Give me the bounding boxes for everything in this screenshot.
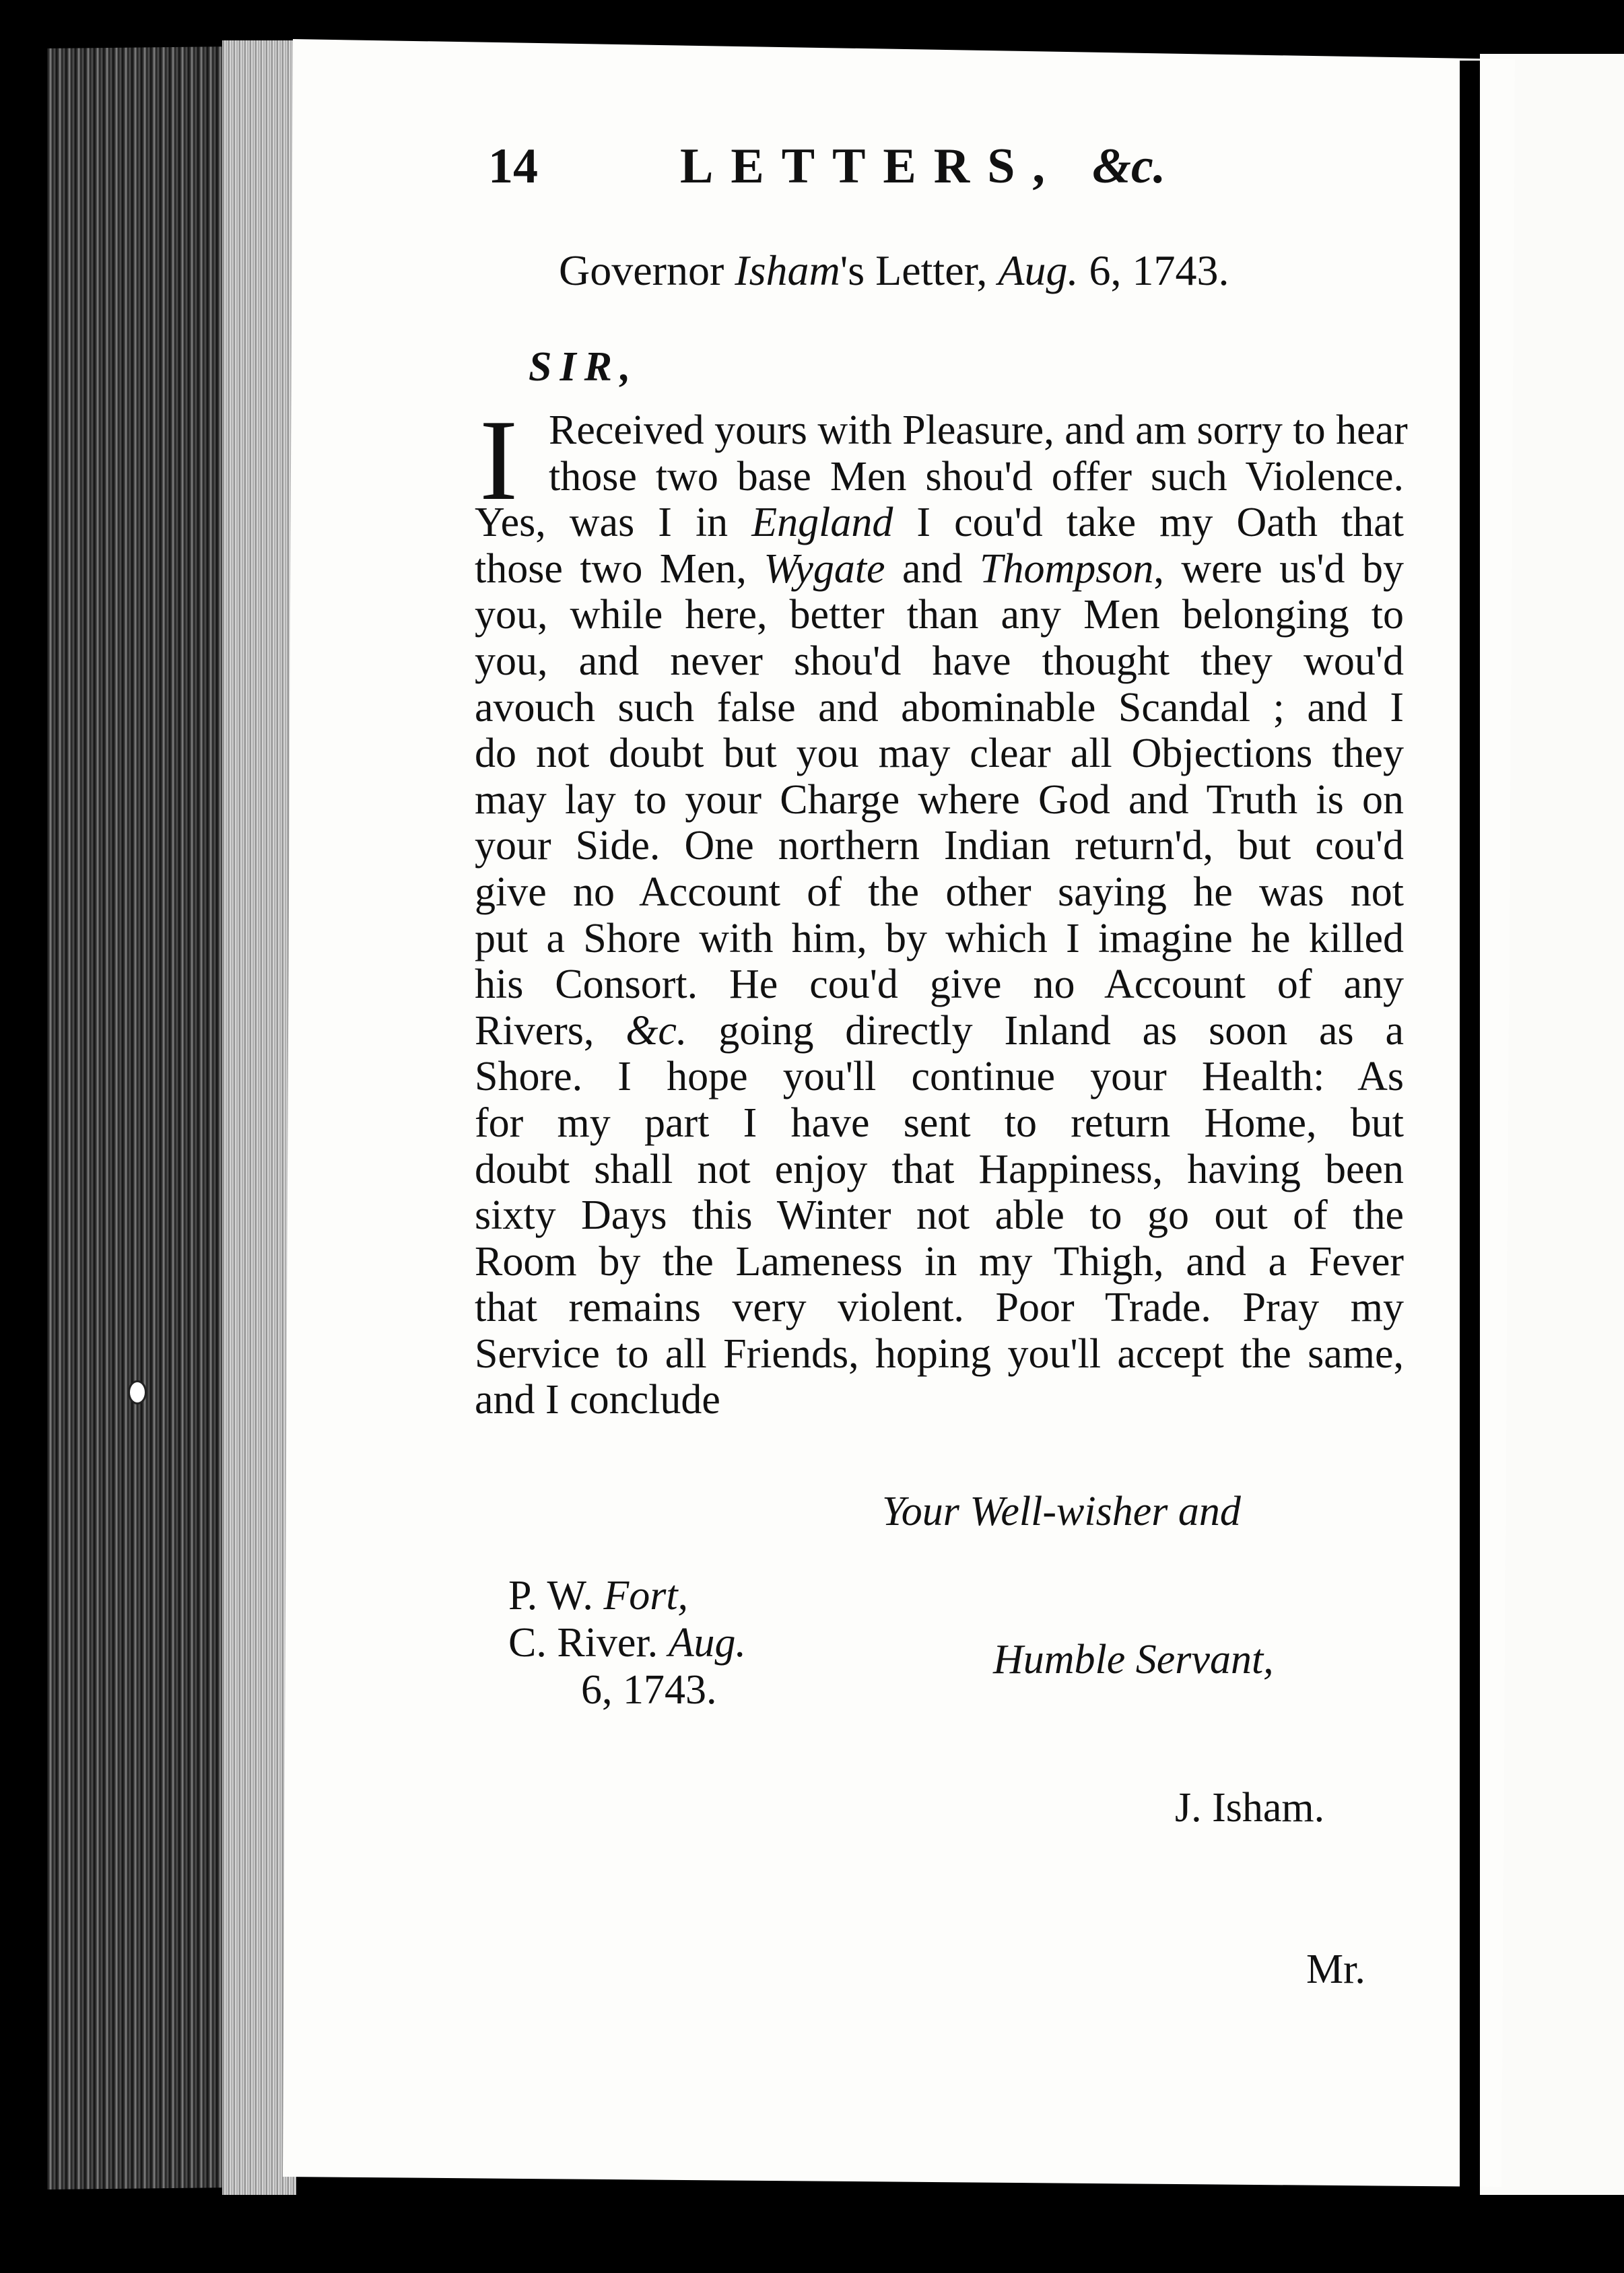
body-line: his Consort. He cou'd give no Account of any — [475, 961, 1404, 1008]
salutation: SIR, — [529, 344, 639, 390]
body-line: you, while here, better than any Men belonging to — [475, 592, 1404, 638]
body-line: avouch such false and abominable Scandal ; and I — [475, 684, 1404, 731]
heading-month: Aug. — [998, 246, 1079, 294]
closing-line-1: Your Well-wisher and — [882, 1489, 1241, 1534]
body-line: and I conclude — [475, 1377, 720, 1423]
body-line: Rivers, &c. going directly Inland as soon as a — [475, 1007, 1404, 1054]
heading-date: 6, 1743. — [1089, 246, 1229, 294]
body-line: put a Shore with him, by which I imagine he killed — [475, 915, 1404, 961]
catchword: Mr. — [1306, 1946, 1365, 1992]
signature: J. Isham. — [1175, 1785, 1325, 1831]
heading-prefix: Governor — [559, 246, 724, 294]
body-line: may lay to your Charge where God and Truth is on — [475, 776, 1404, 823]
letter-body — [475, 407, 1408, 1423]
running-title — [680, 138, 1165, 195]
letter-heading — [559, 246, 1229, 296]
body-line: sixty Days this Winter not able to go out of the — [475, 1192, 1404, 1239]
drop-cap: I — [479, 397, 518, 524]
page-number: 14 — [488, 139, 538, 194]
body-line: you, and never shou'd have thought they wou'd — [475, 638, 1404, 684]
body-line: those two Men, Wygate and Thompson, were us'd by — [475, 545, 1404, 592]
gutter-shadow — [1460, 61, 1480, 2188]
body-line: do not doubt but you may clear all Objections they — [475, 731, 1404, 777]
body-line: Room by the Lameness in my Thigh, and a Fever — [475, 1238, 1404, 1285]
closing-line-2: Humble Servant, — [993, 1637, 1274, 1683]
body-line: give no Account of the other saying he was not — [475, 869, 1404, 915]
place-line-2: C. River. Aug. — [508, 1620, 747, 1666]
body-line: those two base Men shou'd offer such Violence. — [549, 453, 1404, 500]
body-line: Service to all Friends, hoping you'll accept the same, — [475, 1330, 1404, 1377]
body-line: Shore. I hope you'll continue your Health: As — [475, 1054, 1404, 1100]
body-line: Received yours with Pleasure, and am sorry to hear — [549, 407, 1408, 453]
heading-suffix: 's Letter, — [840, 246, 988, 294]
running-title-text: LETTERS, — [680, 139, 1062, 194]
body-line: Yes, was I in England I cou'd take my Oath that — [475, 500, 1404, 546]
running-title-etc: &c. — [1092, 139, 1166, 194]
heading-name: Isham — [735, 246, 840, 294]
body-line: doubt shall not enjoy that Happiness, having been — [475, 1146, 1404, 1192]
body-line: your Side. One northern Indian return'd, but cou'd — [475, 823, 1404, 869]
body-line: that remains very violent. Poor Trade. Pray my — [475, 1285, 1404, 1331]
place-line-3: 6, 1743. — [581, 1667, 717, 1713]
place-date-block — [508, 1572, 746, 1714]
paper-blemish — [128, 1380, 147, 1404]
place-line-1: P. W. Fort, — [508, 1573, 689, 1619]
body-line: for my part I have sent to return Home, but — [475, 1099, 1404, 1146]
